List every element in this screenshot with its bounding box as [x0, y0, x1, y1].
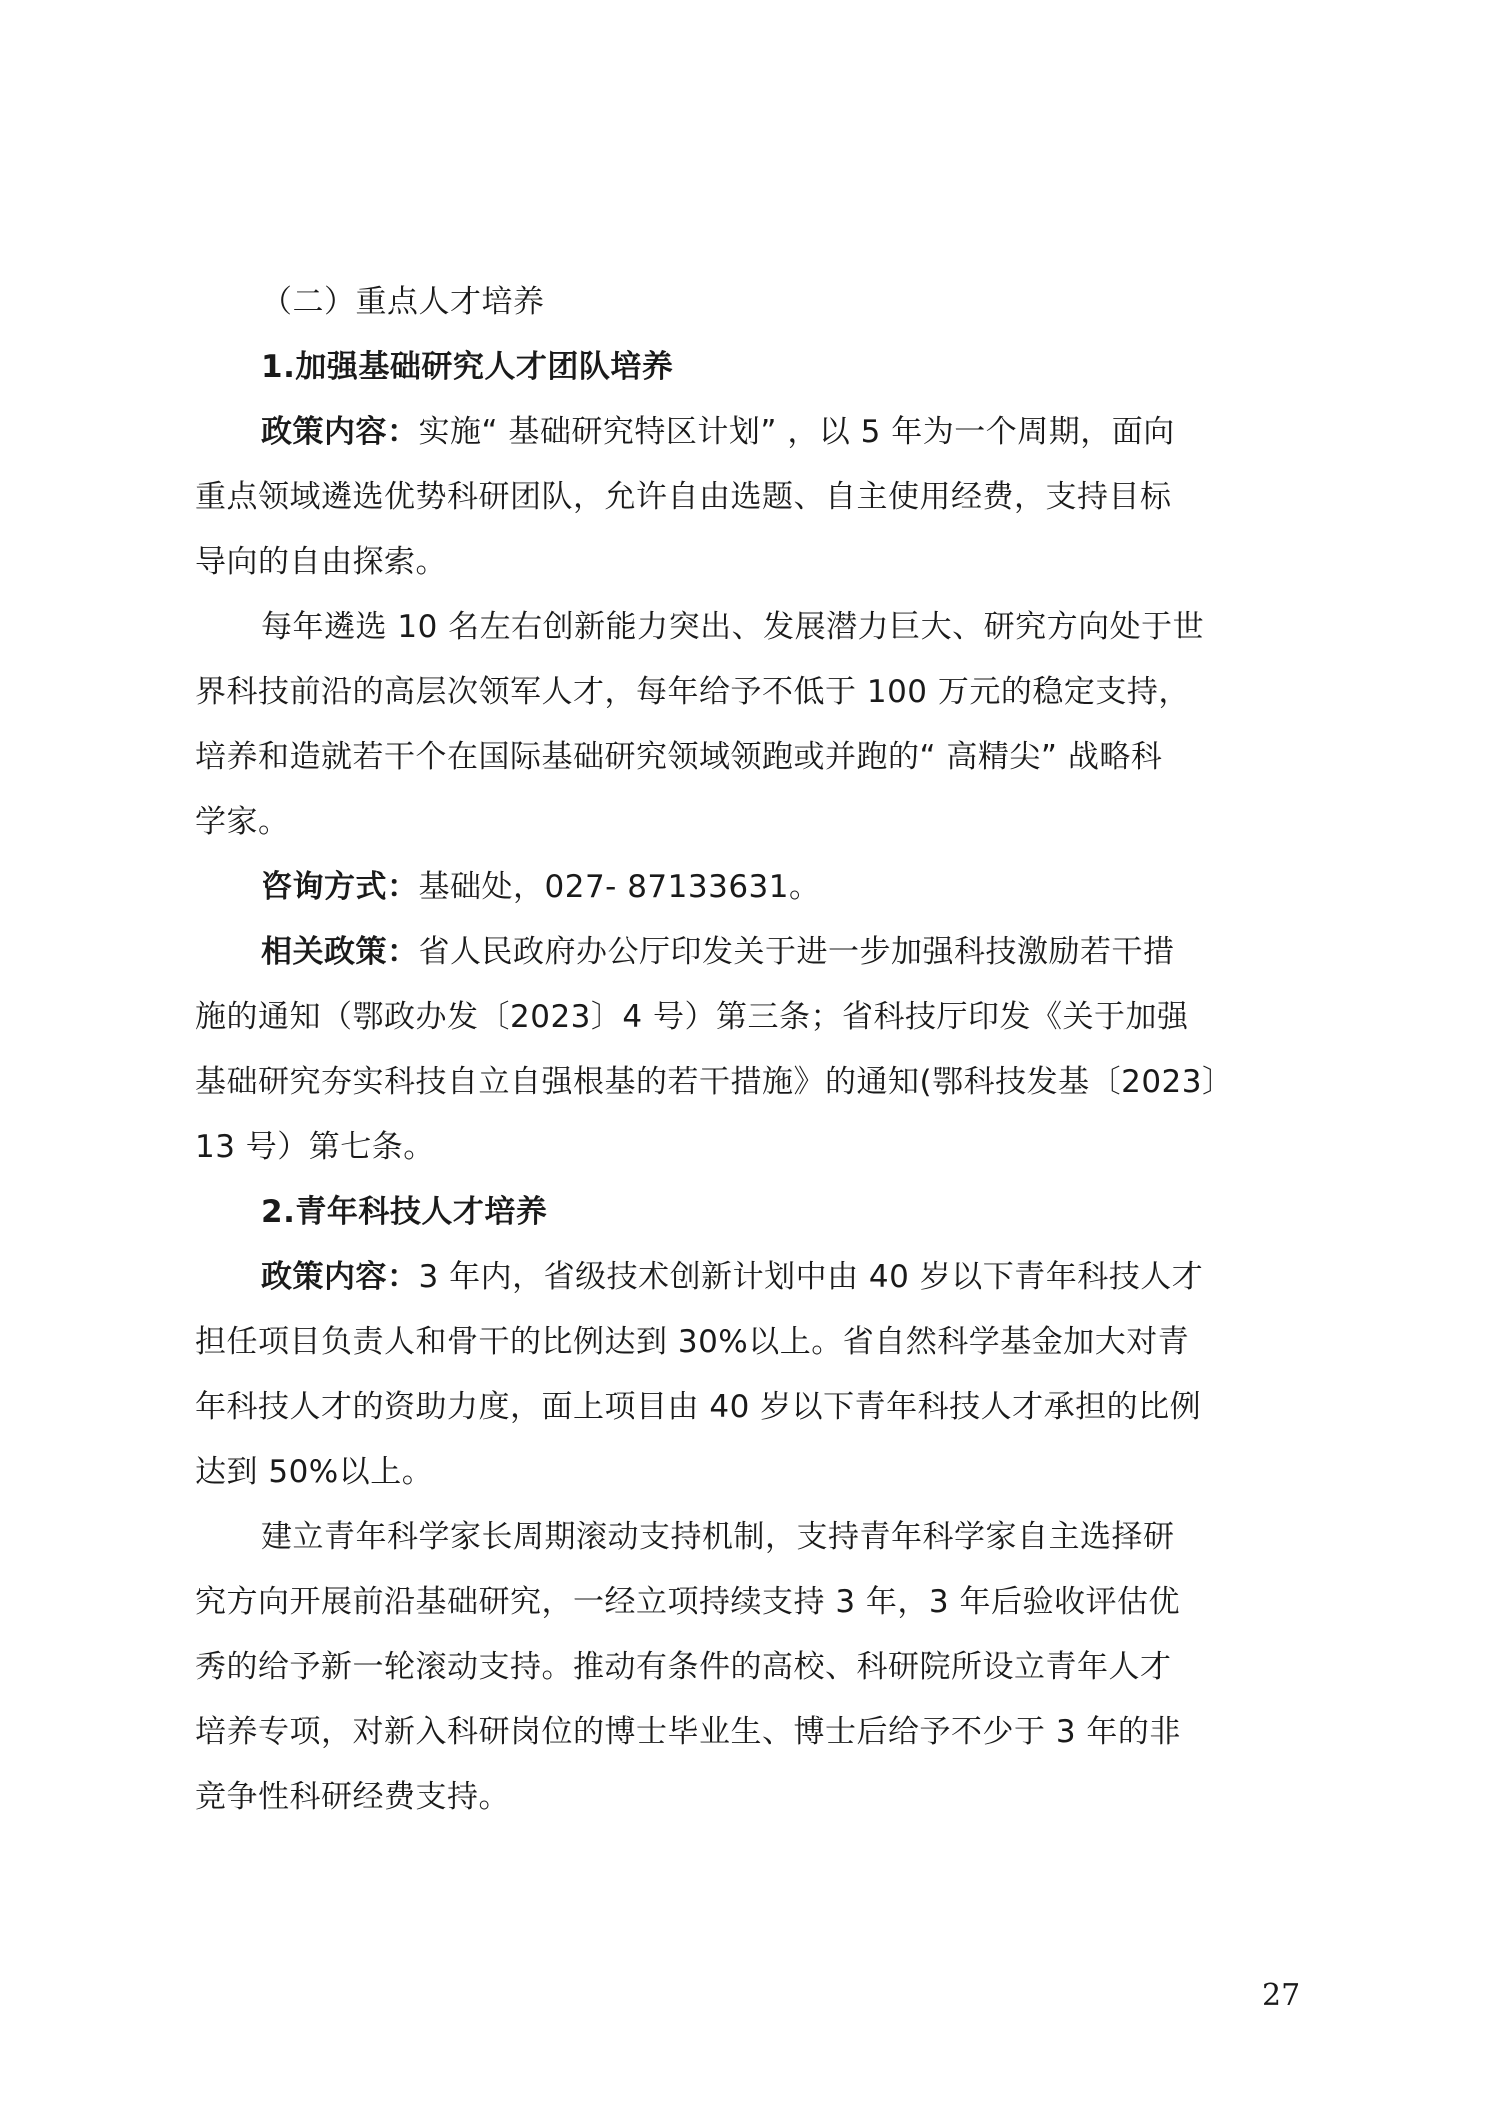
- section-heading: （二）重点人才培养: [261, 284, 545, 320]
- item2-para2-line-4: 培养专项，对新入科研岗位的博士毕业生、博士后给予不少于 3 年的非: [195, 1714, 1181, 1750]
- item1-para2-line-2: 界科技前沿的高层次领军人才，每年给予不低于 100 万元的稳定支持，: [195, 674, 1190, 710]
- item1-para2-line-3: 培养和造就若干个在国际基础研究领域领跑或并跑的“ 高精尖” 战略科: [195, 739, 1163, 775]
- item2-para2-line-5: 竞争性科研经费支持。: [195, 1779, 510, 1815]
- item1-policy-line-1: [195, 400, 1275, 465]
- item2-para2-line-2: 究方向开展前沿基础研究，一经立项持续支持 3 年，3 年后验收评估优: [195, 1584, 1181, 1620]
- item1-policy-label: 政策内容：: [261, 414, 419, 450]
- item1-related-label: 相关政策：: [261, 934, 419, 970]
- item2-policy-line-1: [195, 1245, 1275, 1310]
- item1-consult-value: 基础处，027- 87133631。: [418, 869, 821, 905]
- item1-consult: [195, 855, 1275, 920]
- item2-para2-line-3: 秀的给予新一轮滚动支持。推动有条件的高校、科研院所设立青年人才: [195, 1649, 1172, 1685]
- item2-policy-line-3: 年科技人才的资助力度，面上项目由 40 岁以下青年科技人才承担的比例: [195, 1389, 1202, 1425]
- item2-title: 2.青年科技人才培养: [261, 1194, 548, 1230]
- item1-policy-text: 实施“ 基础研究特区计划” ，以 5 年为一个周期，面向: [418, 414, 1175, 450]
- item2-para2-line-1: 建立青年科学家长周期滚动支持机制，支持青年科学家自主选择研: [261, 1519, 1175, 1555]
- item2-policy-text: 3 年内，省级技术创新计划中由 40 岁以下青年科技人才: [418, 1259, 1204, 1295]
- page-body: [195, 270, 1275, 1830]
- page-number: 27: [1262, 1978, 1301, 2013]
- item1-related-line-3: 基础研究夯实科技自立自强根基的若干措施》的通知(鄂科技发基〔2023〕: [195, 1064, 1234, 1100]
- item1-title: 1.加强基础研究人才团队培养: [261, 349, 674, 385]
- item2-policy-label: 政策内容：: [261, 1259, 419, 1295]
- item1-related-text: 省人民政府办公厅印发关于进一步加强科技激励若干措: [418, 934, 1175, 970]
- item2-policy-line-2: 担任项目负责人和骨干的比例达到 30%以上。省自然科学基金加大对青: [195, 1324, 1190, 1360]
- item1-related-line-1: [195, 920, 1275, 985]
- item2-policy-line-4: 达到 50%以上。: [195, 1454, 434, 1490]
- item1-consult-label: 咨询方式：: [261, 869, 419, 905]
- item1-related-line-4: 13 号）第七条。: [195, 1129, 435, 1165]
- item1-related-line-2: 施的通知（鄂政办发〔2023〕4 号）第三条；省科技厅印发《关于加强: [195, 999, 1189, 1035]
- item1-para2-line-4: 学家。: [195, 804, 290, 840]
- item1-para2-line-1: 每年遴选 10 名左右创新能力突出、发展潜力巨大、研究方向处于世: [261, 609, 1205, 645]
- item1-policy-line-2: 重点领域遴选优势科研团队，允许自由选题、自主使用经费，支持目标: [195, 479, 1172, 515]
- item1-policy-line-3: 导向的自由探索。: [195, 544, 447, 580]
